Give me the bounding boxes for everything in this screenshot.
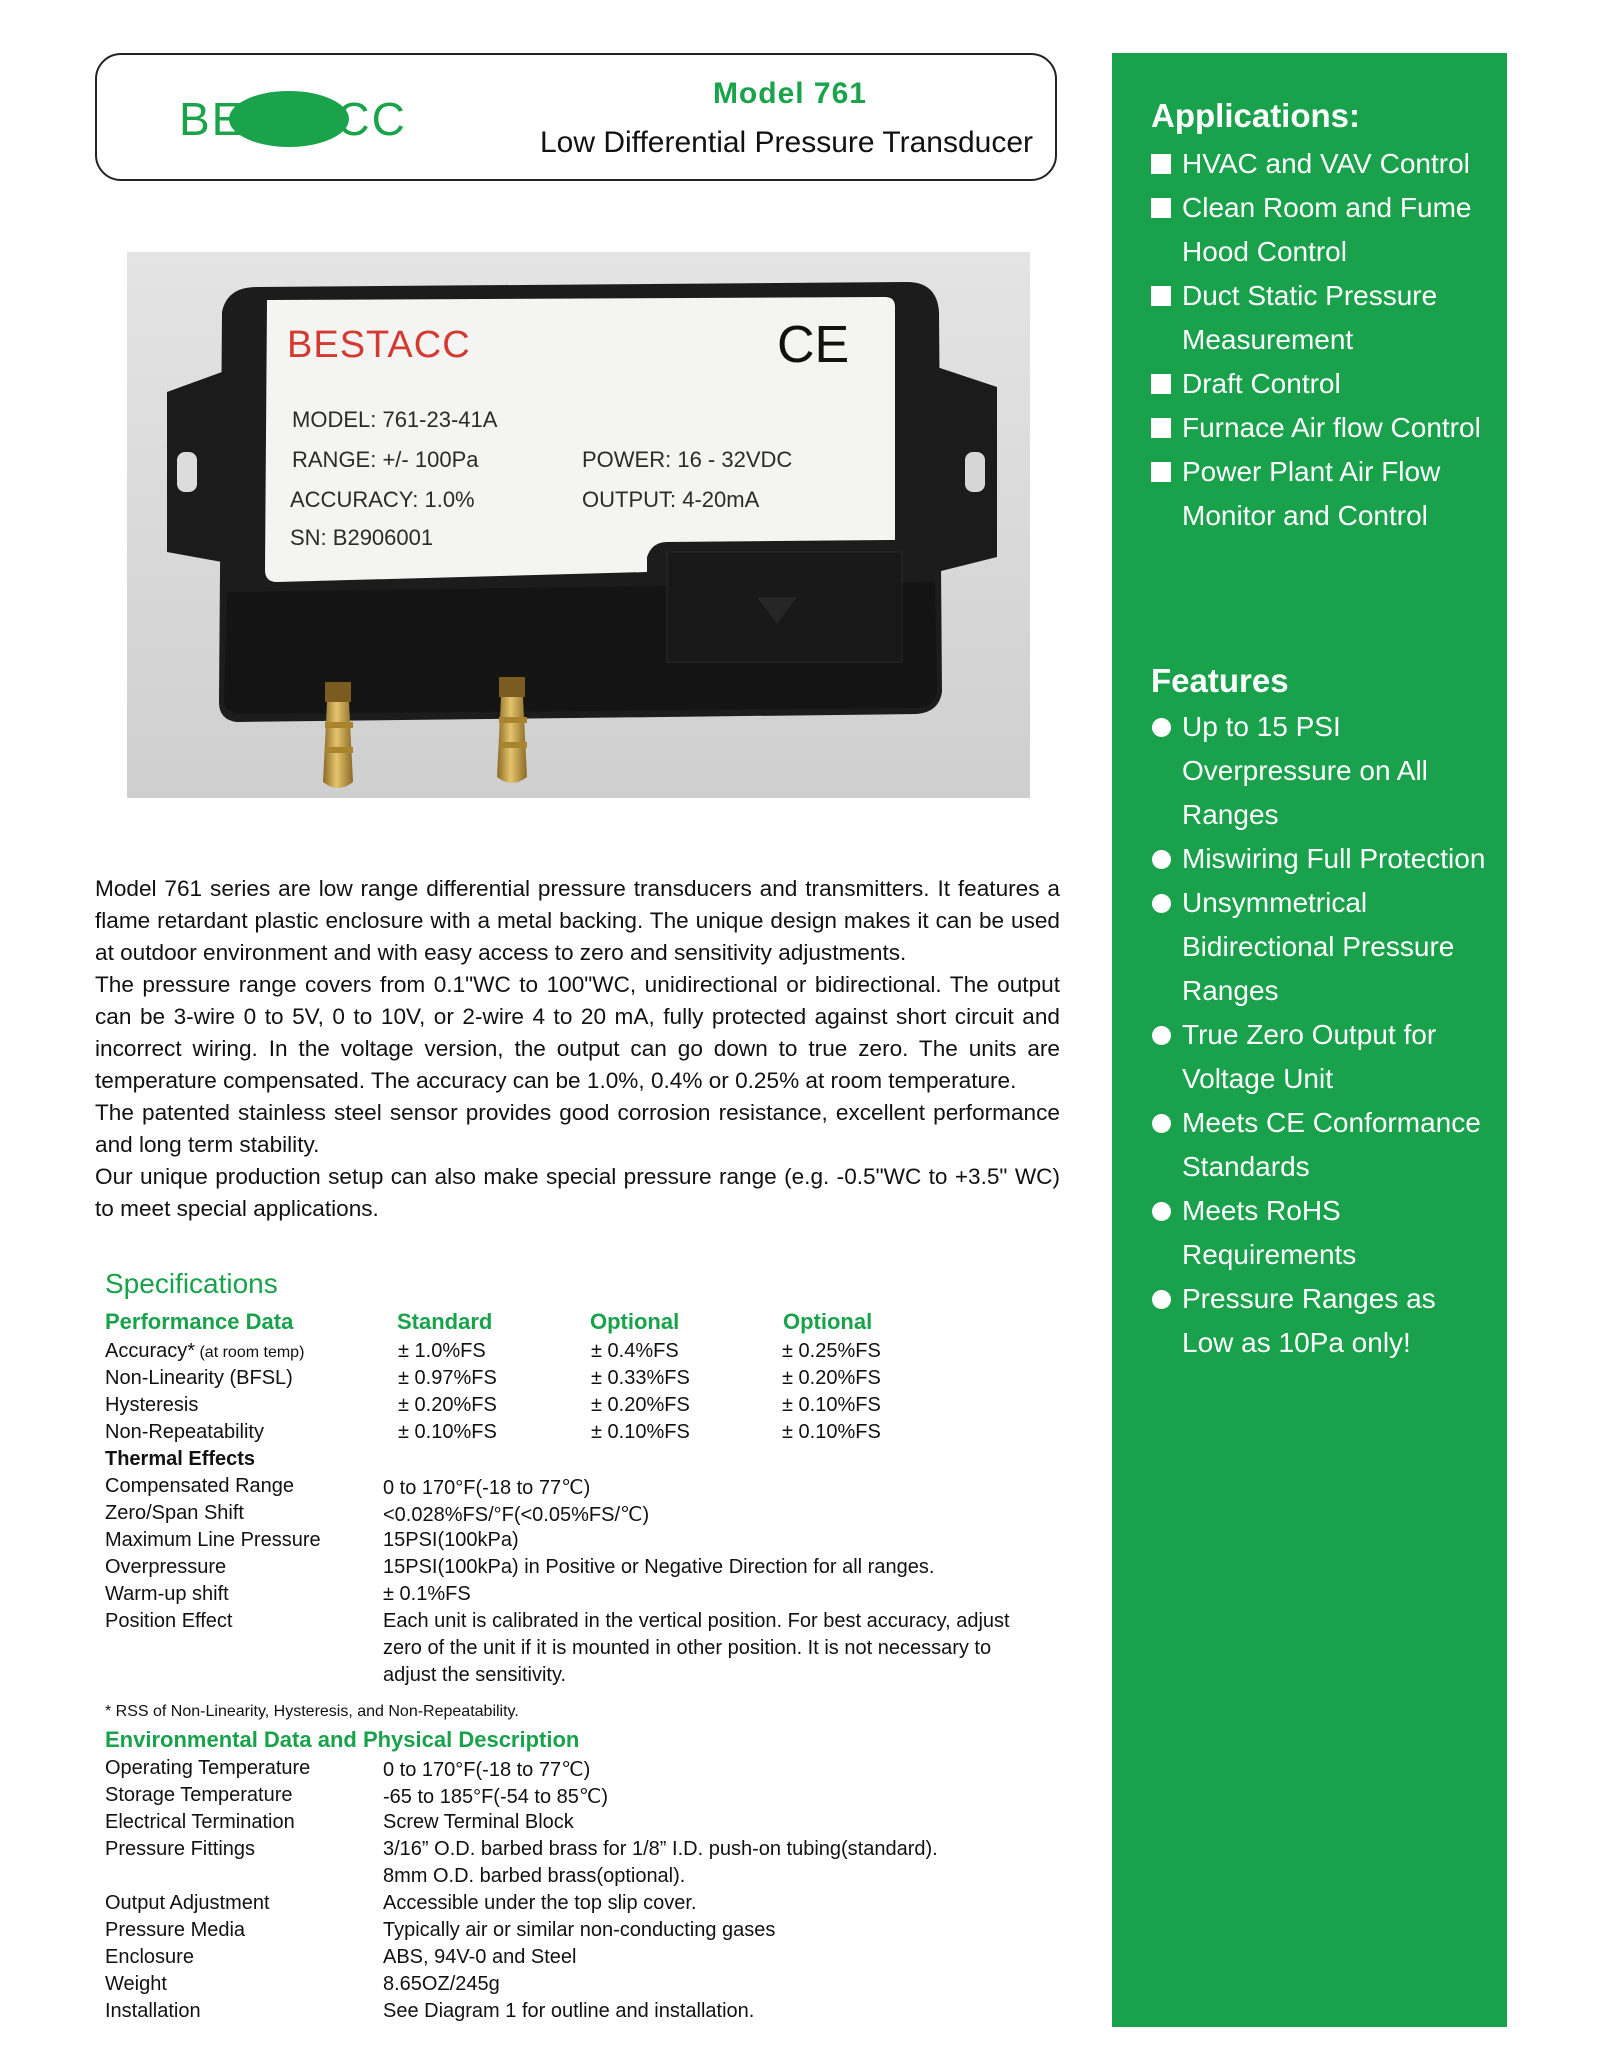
spec-value: Screw Terminal Block [383, 1811, 574, 1833]
spec-value: ± 0.10%FS [591, 1421, 690, 1443]
column-header: Standard [397, 1309, 493, 1334]
spec-value: ± 0.10%FS [782, 1421, 881, 1443]
spec-value: adjust the sensitivity. [383, 1664, 567, 1686]
spec-value: ± 0.20%FS [398, 1394, 497, 1416]
item-text-line: Requirements [1182, 1239, 1357, 1270]
spec-row-label: Output Adjustment [105, 1892, 270, 1914]
spec-value: ± 0.10%FS [782, 1394, 881, 1416]
spec-row-label [105, 1394, 198, 1417]
spec-row-label [105, 1367, 293, 1390]
round-bullet-icon [1152, 1114, 1171, 1133]
round-bullet-icon [1152, 850, 1171, 869]
item-text-line: Meets RoHS [1182, 1195, 1341, 1226]
label-range: RANGE: +/- 100Pa [292, 447, 479, 472]
features-list [1151, 705, 1501, 1365]
item-text-line: Voltage Unit [1182, 1063, 1333, 1094]
item-text-line: Ranges [1182, 799, 1279, 830]
column-header: Optional [590, 1309, 680, 1334]
label-accuracy: ACCURACY: 1.0% [290, 487, 475, 512]
header-box [95, 53, 1057, 181]
spec-row-label: Operating Temperature [105, 1757, 311, 1779]
spec-value: ± 0.20%FS [782, 1367, 881, 1389]
model-subtitle: Low Differential Pressure Transducer [539, 126, 1033, 159]
bestacc-logo [179, 85, 419, 153]
spec-value: Accessible under the top slip cover. [383, 1892, 697, 1914]
round-bullet-icon [1152, 894, 1171, 913]
item-text-line: Standards [1182, 1151, 1310, 1182]
spec-label-note: (at room temp) [195, 1344, 305, 1361]
item-text-line: Measurement [1182, 324, 1354, 355]
spec-value: ± 1.0%FS [398, 1340, 486, 1362]
spec-row-label: Installation [105, 2000, 201, 2022]
spec-value: ± 0.20%FS [591, 1394, 690, 1416]
feature-item [1151, 881, 1501, 1013]
feature-item [1151, 1101, 1501, 1189]
item-text-line: Miswiring Full Protection [1182, 843, 1486, 874]
spec-value: 3/16” O.D. barbed brass for 1/8” I.D. push-on tubing(standard). [383, 1838, 938, 1860]
spec-value: See Diagram 1 for outline and installation. [383, 2000, 755, 2022]
spec-value: 0 to 170°F(-18 to 77℃) [383, 1759, 591, 1781]
spec-value: ± 0.10%FS [398, 1421, 497, 1443]
application-item [1151, 274, 1501, 362]
application-item [1151, 406, 1501, 450]
logo-wordmark: BESTACC [179, 93, 407, 145]
item-text-line: Furnace Air flow Control [1182, 412, 1481, 443]
spec-label-text: Hysteresis [105, 1394, 199, 1416]
transducer-illustration [127, 252, 1030, 798]
sidebar [1112, 53, 1507, 2027]
spec-row-label: Enclosure [105, 1946, 194, 1968]
label-power: POWER: 16 - 32VDC [582, 447, 793, 472]
spec-value: zero of the unit if it is mounted in other position. It is not necessary to [383, 1637, 992, 1659]
application-item [1151, 186, 1501, 274]
column-header: Optional [783, 1309, 873, 1334]
item-text-line: Draft Control [1182, 368, 1341, 399]
spec-row-label: Electrical Termination [105, 1811, 295, 1833]
feature-item [1151, 705, 1501, 837]
label-model: MODEL: 761-23-41A [292, 407, 498, 432]
spec-row-label: Compensated Range [105, 1475, 295, 1497]
item-text-line: Meets CE Conformance [1182, 1107, 1481, 1138]
feature-item [1151, 1189, 1501, 1277]
application-item [1151, 450, 1501, 538]
spec-row-label [105, 1340, 304, 1363]
description-paragraph: The pressure range covers from 0.1"WC to 100"WC, unidirectional or bidirectional. The output can be 3-wire 0 to 5V, 0 to 10V, or 2-wire 4 to 20 mA, fully protected against short circuit and incorrect wiring. In the voltage version, the output can go down to true zero. The units are temperature compensated. The accuracy can be 1.0%, 0.4% or 0.25% at room temperature. [95, 972, 1060, 1093]
item-text-line: Ranges [1182, 975, 1279, 1006]
label-ce-mark: CE [777, 316, 850, 374]
square-bullet-icon [1151, 286, 1171, 306]
spec-value: -65 to 185°F(-54 to 85℃) [383, 1786, 609, 1808]
spec-value: ± 0.4%FS [591, 1340, 679, 1362]
spec-value: <0.028%FS/°F(<0.05%FS/℃) [383, 1504, 650, 1526]
spec-value: ± 0.97%FS [398, 1367, 497, 1389]
feature-item [1151, 1013, 1501, 1101]
spec-row-label: Maximum Line Pressure [105, 1529, 321, 1551]
square-bullet-icon [1151, 462, 1171, 482]
spec-row-label: Pressure Media [105, 1919, 246, 1941]
spec-row-label: Position Effect [105, 1610, 233, 1632]
spec-value: Typically air or similar non-conducting gases [383, 1919, 776, 1941]
spec-label-text: Accuracy* [105, 1340, 196, 1362]
spec-value: ABS, 94V-0 and Steel [383, 1946, 577, 1968]
item-text-line: Power Plant Air Flow [1182, 456, 1441, 487]
specifications-heading: Specifications [105, 1268, 278, 1299]
spec-row-label: Warm-up shift [105, 1583, 229, 1605]
item-text-line: Bidirectional Pressure [1182, 931, 1455, 962]
description-paragraph: Model 761 series are low range differential pressure transducers and transmitters. It features a flame retardant plastic enclosure with a metal backing. The unique design makes it can be used at outdoor environment and with easy access to zero and sensitivity adjustments. [95, 876, 1060, 965]
square-bullet-icon [1151, 374, 1171, 394]
label-output: OUTPUT: 4-20mA [582, 487, 760, 512]
feature-item [1151, 1277, 1501, 1365]
spec-row-label: Pressure Fittings [105, 1838, 256, 1860]
spec-row-label: Storage Temperature [105, 1784, 293, 1806]
description-paragraph: The patented stainless steel sensor provides good corrosion resistance, excellent performance and long term stability. [95, 1100, 1060, 1157]
label-sn: SN: B2906001 [290, 525, 434, 550]
thermal-effects-title: Thermal Effects [105, 1448, 256, 1470]
spec-value: ± 0.33%FS [591, 1367, 690, 1389]
application-item [1151, 362, 1501, 406]
item-text-line: Monitor and Control [1182, 500, 1428, 531]
spec-value: 8mm O.D. barbed brass(optional). [383, 1865, 686, 1887]
product-photo [127, 252, 1030, 798]
product-description [95, 873, 1060, 1225]
item-text-line: HVAC and VAV Control [1182, 148, 1470, 179]
spec-value: 15PSI(100kPa) [383, 1529, 519, 1551]
item-text-line: Hood Control [1182, 236, 1347, 267]
applications-heading: Applications: [1151, 97, 1361, 134]
spec-label-text: Non-Repeatability [105, 1421, 264, 1443]
square-bullet-icon [1151, 154, 1171, 174]
item-text-line: Overpressure on All [1182, 755, 1428, 786]
description-paragraph: Our unique production setup can also make special pressure range (e.g. -0.5"WC to +3.5" WC) to meet special applications. [95, 1164, 1060, 1221]
specs-footnote: * RSS of Non-Linearity, Hysteresis, and Non-Repeatability. [105, 1703, 519, 1720]
square-bullet-icon [1151, 418, 1171, 438]
performance-data-title: Performance Data [105, 1309, 294, 1334]
feature-item [1151, 837, 1501, 881]
round-bullet-icon [1152, 1290, 1171, 1309]
item-text-line: Unsymmetrical [1182, 887, 1368, 918]
spec-value: Each unit is calibrated in the vertical position. For best accuracy, adjust [383, 1610, 1010, 1632]
item-text-line: Clean Room and Fume [1182, 192, 1472, 223]
spec-value: 0 to 170°F(-18 to 77℃) [383, 1477, 591, 1499]
applications-list [1151, 142, 1501, 538]
spec-row-label: Zero/Span Shift [105, 1502, 244, 1524]
features-heading: Features [1151, 662, 1289, 699]
spec-label-text: Non-Linearity (BFSL) [105, 1367, 293, 1389]
round-bullet-icon [1152, 1026, 1171, 1045]
spec-value: 8.65OZ/245g [383, 1973, 500, 1995]
application-item [1151, 142, 1501, 186]
item-text-line: True Zero Output for [1182, 1019, 1437, 1050]
spec-row-label: Weight [105, 1973, 167, 1995]
label-brand: BESTACC [287, 324, 471, 366]
round-bullet-icon [1152, 718, 1171, 737]
spec-value: ± 0.25%FS [782, 1340, 881, 1362]
environmental-data-title: Environmental Data and Physical Description [105, 1727, 580, 1752]
item-text-line: Pressure Ranges as [1182, 1283, 1436, 1314]
spec-row-label: Overpressure [105, 1556, 227, 1578]
square-bullet-icon [1151, 198, 1171, 218]
spec-value: 15PSI(100kPa) in Positive or Negative Direction for all ranges. [383, 1556, 935, 1578]
spec-value: ± 0.1%FS [383, 1583, 471, 1605]
item-text-line: Low as 10Pa only! [1182, 1327, 1411, 1358]
model-title: Model 761 [712, 77, 867, 110]
spec-row-label [105, 1421, 264, 1444]
round-bullet-icon [1152, 1202, 1171, 1221]
item-text-line: Up to 15 PSI [1182, 711, 1341, 742]
item-text-line: Duct Static Pressure [1182, 280, 1438, 311]
